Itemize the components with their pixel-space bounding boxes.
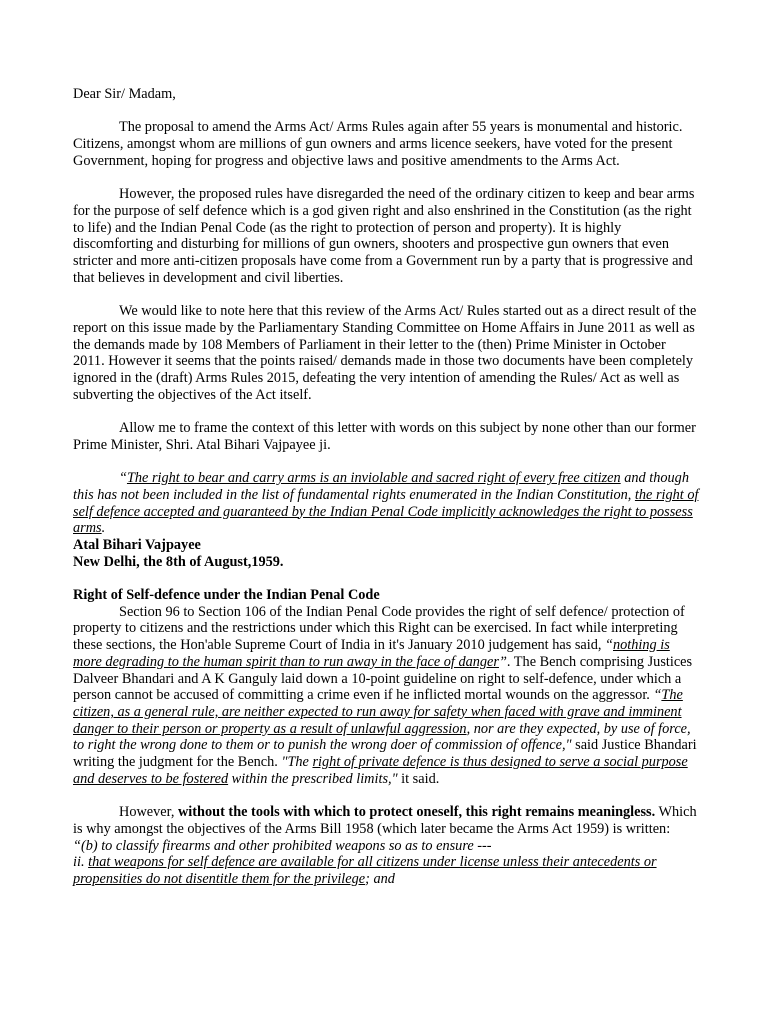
ipc-open-mark-1: “ bbox=[605, 637, 613, 654]
paragraph-review: We would like to note here that this review of the Arms Act/ Rules started out as a direct result of the report on this issue made by the Parliamentary Standing Committee on Home Affairs in June 2011 as well as the demands made by 108 Members of Parliament in their letter to the (then) Prime Minister in October 2011. However it seems that the points raised/ demands made in those two documents have been completely ignored in the (draft) Arms Rules 2015, defeating the very intention of amending the Rules/ Act as well as subverting the objectives of the Act itself. bbox=[73, 303, 697, 403]
spacer bbox=[73, 170, 700, 187]
ipc-text-end: it said. bbox=[397, 770, 440, 787]
quote-underlined-1: The right to bear and carry arms is an inviolable and sacred right of every free citizen bbox=[126, 470, 621, 487]
ipc-underlined-3: right of private defence is thus designed to serve a social purpose and deserves to be fostered bbox=[73, 754, 688, 787]
spacer bbox=[73, 286, 700, 303]
tools-text-1: However, bbox=[119, 804, 178, 821]
tools-bold: without the tools with which to protect oneself, this right remains meaningless. bbox=[177, 804, 656, 821]
ipc-italic-4: within the prescribed limits," bbox=[228, 770, 398, 787]
ipc-text-2: . The Bench comprising Justices Dalveer Bhandari and A K Ganguly laid down a 10-point guideline on right to self-defence, under which a person cannot be accused of committing a crime even if he inflicted mortal wounds on the aggressor. bbox=[73, 653, 693, 704]
quote-place-date: New Delhi, the 8th of August,1959. bbox=[73, 553, 284, 570]
objective-b: “(b) to classify firearms and other prohibited weapons so as to ensure --- bbox=[73, 837, 492, 854]
tools-text-2: Which is why amongst the objectives of the Arms Bill 1958 (which later became the Arms Act 1959) is written: bbox=[73, 804, 697, 837]
objective-ii bbox=[73, 854, 700, 887]
ipc-underlined-2: The citizen, as a general rule, are neither expected to run away for safety when faced with grave and imminent danger to their person or property as a result of unlawful aggression bbox=[73, 687, 683, 737]
vajpayee-quote bbox=[73, 470, 700, 537]
paragraph-disregard: However, the proposed rules have disregarded the need of the ordinary citizen to keep and bear arms for the purpose of self defence which is a god given right and also enshrined in the Constitution (as the right to life) and the Indian Penal Code (as the right to protection of person and property). It is highly discomforting and disturbing for millions of gun owners, shooters and prospective gun owners that even stricter and more anti-citizen proposals have come from a Government run by a party that is progressive and that believes in development and civil liberties. bbox=[73, 186, 695, 286]
ipc-text-3: said Justice Bhandari writing the judgment for the Bench. bbox=[73, 737, 697, 771]
objective-ii-underlined: that weapons for self defence are available for all citizens under license unless their antecedents or propensities do not disentitle them for the privilege bbox=[73, 854, 657, 887]
salutation: Dear Sir/ Madam, bbox=[73, 86, 176, 102]
ipc-text-1: Section 96 to Section 106 of the Indian Penal Code provides the right of self defence/ protection of property to citizens and the restrictions under which this Right can be exercised. In fact while interpreting these sections, the Hon'able Supreme Court of India in it's January 2010 judgement has said, bbox=[73, 603, 685, 654]
ipc-italic-3: "The bbox=[281, 754, 313, 771]
objective-ii-prefix: ii. bbox=[73, 854, 89, 871]
spacer bbox=[73, 403, 700, 420]
spacer bbox=[73, 787, 700, 804]
paragraph-proposal: The proposal to amend the Arms Act/ Arms Rules again after 55 years is monumental and historic. Citizens, amongst whom are millions of gun owners and arms licence seekers, have voted for the present Government, hoping for progress and objective laws and positive amendments to the Arms Act. bbox=[73, 119, 683, 169]
quote-open-mark: “ bbox=[119, 470, 127, 487]
objective-ii-suffix: ; and bbox=[365, 870, 395, 887]
quote-underlined-2: the right of self defence accepted and guaranteed by the Indian Penal Code implicitly acknowledges the right to possess arms bbox=[73, 486, 699, 537]
spacer bbox=[73, 570, 700, 587]
ipc-open-mark-2: “ bbox=[653, 687, 662, 704]
ipc-close-mark-1: ” bbox=[498, 653, 507, 670]
paragraph-ipc-self-defence bbox=[73, 604, 700, 788]
paragraph-context: Allow me to frame the context of this letter with words on this subject by none other than our former Prime Minister, Shri. Atal Bihari Vajpayee ji. bbox=[73, 420, 696, 453]
ipc-italic-2: , nor are they expected, by use of force, to right the wrong done to them or to punish the wrong doer of commission of offence," bbox=[73, 720, 691, 754]
paragraph-tools bbox=[73, 804, 700, 837]
spacer bbox=[73, 453, 700, 470]
spacer bbox=[73, 103, 700, 120]
quote-text-1: and though this has not been included in the list of fundamental rights enumerated in the Indian Constitution, bbox=[73, 470, 689, 503]
section-heading: Right of Self-defence under the Indian Penal Code bbox=[73, 587, 380, 603]
ipc-underlined-1: nothing is more degrading to the human spirit than to run away in the face of danger bbox=[73, 637, 670, 670]
quote-author: Atal Bihari Vajpayee bbox=[73, 536, 201, 553]
quote-text-2: . bbox=[101, 520, 106, 537]
